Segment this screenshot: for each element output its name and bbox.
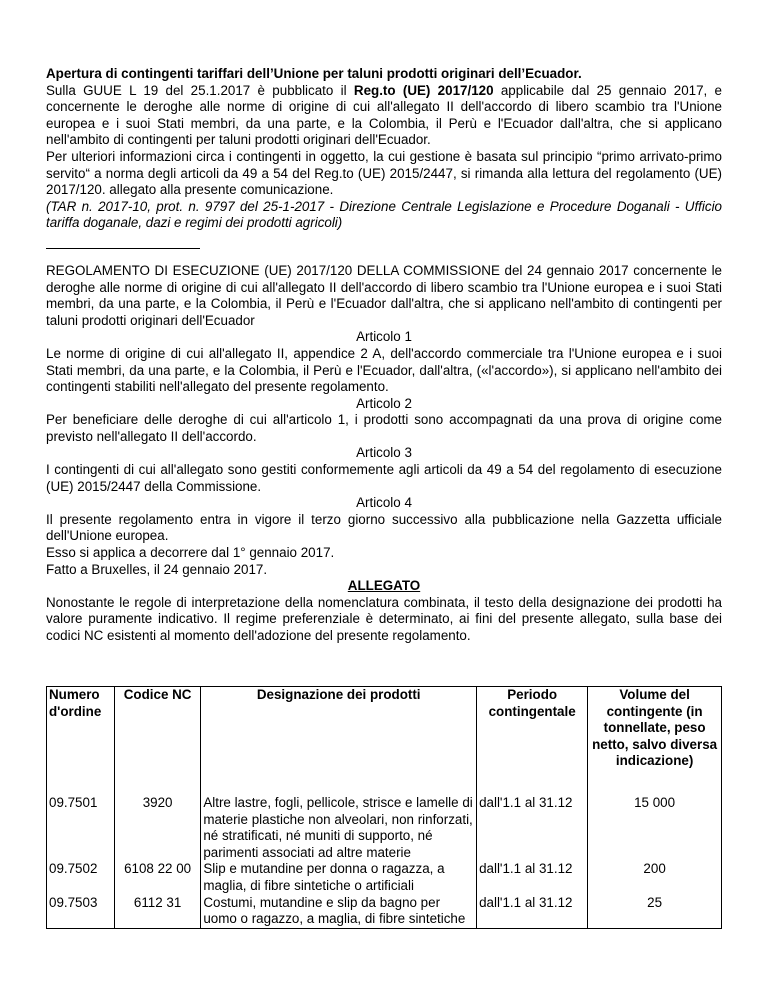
cell-description: Altre lastre, fogli, pellicole, strisce e lamelle di materie plastiche non alveolari, non rinforzati, né stratificati, né muniti di supporto, né parimenti associati ad altre materie	[201, 795, 477, 861]
article-4-title: Articolo 4	[356, 495, 412, 511]
quota-table	[46, 686, 722, 929]
cell-order-number: 09.7501	[47, 795, 115, 861]
article-1-text: Le norme di origine di cui all'allegato II, appendice 2 A, dell'accordo commerciale tra l'Unione europea e i suoi Stati membri, da una parte, e la Colombia, il Perù e l'Ecuador, dall'altra, («l'accordo»), si applicano nell'ambito dei contingenti stabiliti nell'allegato del presente regolamento.	[46, 345, 722, 395]
cell-nc-code: 3920	[114, 795, 200, 861]
cell-volume: 15 000	[588, 795, 722, 861]
annex-text: Nonostante le regole di interpretazione della nomenclatura combinata, il testo della designazione dei prodotti ha valore puramente indicativo. Il regime preferenziale è determinato, ai fini del presente allegato, sulla base dei codici NC esistenti al momento dell'adozione del presente regolamento.	[46, 594, 722, 643]
intro-text-b: applicabile dal 25 gennaio 2017, e concernente le deroghe alle norme di origine di cui all'allegato II dell'accordo di libero scambio tra l'Unione europea e i suoi Stati membri, da una parte, e la Colombia, il Perù e l'Ecuador dall'altra, che si applicano nell'ambito di contingenti per taluni prodotti originari dell'Ecuador.	[46, 82, 723, 148]
document-body	[46, 66, 722, 645]
cell-nc-code: 6112 31	[114, 895, 200, 929]
article-1-title: Articolo 1	[356, 329, 412, 345]
separator-rule	[46, 248, 200, 249]
cell-description: Slip e mutandine per donna o ragazza, a maglia, di fibre sintetiche o artificiali	[201, 861, 477, 894]
header-order-number: Numero d'ordine	[47, 687, 115, 796]
cell-nc-code: 6108 22 00	[114, 861, 200, 894]
cell-volume: 200	[588, 861, 722, 894]
cell-description: Costumi, mutandine e slip da bagno per uomo o ragazzo, a maglia, di fibre sintetiche	[201, 895, 477, 929]
table-row	[47, 795, 722, 861]
header-nc-code: Codice NC	[114, 687, 200, 796]
cell-period: dall'1.1 al 31.12	[477, 795, 588, 861]
regulation-heading: REGOLAMENTO DI ESECUZIONE (UE) 2017/120 DELLA COMMISSIONE del 24 gennaio 2017 concernente le deroghe alle norme di origine di cui all'allegato II dell'accordo di libero scambio tra l'Unione europea e i suoi Stati membri, da una parte, e la Colombia, il Perù e l'Ecuador dall'altra, che si applicano nell'ambito di contingenti per taluni prodotti originari dell'Ecuador	[46, 262, 722, 328]
table-row	[47, 895, 722, 929]
header-description: Designazione dei prodotti	[201, 687, 477, 796]
signature-line: Fatto a Bruxelles, il 24 gennaio 2017.	[46, 561, 268, 577]
table-row	[47, 861, 722, 894]
cell-period: dall'1.1 al 31.12	[477, 895, 588, 929]
article-2-text: Per beneficiare delle deroghe di cui all'articolo 1, i prodotti sono accompagnati da una prova di origine come previsto nell'allegato II dell'accordo.	[46, 412, 722, 444]
header-volume: Volume del contingente (in tonnellate, peso netto, salvo diversa indicazione)	[588, 687, 722, 796]
article-2-title: Articolo 2	[356, 395, 412, 411]
reference-note: (TAR n. 2017-10, prot. n. 9797 del 25-1-2017 - Direzione Centrale Legislazione e Procedure Doganali - Ufficio tariffa doganale, dazi e regimi dei prodotti agricoli)	[46, 198, 722, 231]
regulation-reference: Reg.to (UE) 2017/120	[353, 82, 494, 98]
info-paragraph: Per ulteriori informazioni circa i contingenti in oggetto, la cui gestione è basata sul principio “primo arrivato-primo servito“ a norma degli articoli da 49 a 54 del Reg.to (UE) 2015/2447, si rimanda alla lettura del regolamento (UE) 2017/120. allegato alla presente comunicazione.	[46, 148, 722, 198]
article-4-text: Il presente regolamento entra in vigore il terzo giorno successivo alla pubblicazione nella Gazzetta ufficiale dell'Unione europea.	[46, 511, 722, 544]
table-header-row	[47, 687, 722, 796]
cell-order-number: 09.7502	[47, 861, 115, 894]
intro-title: Apertura di contingenti tariffari dell’Unione per taluni prodotti originari dell’Ecuador.	[46, 66, 582, 81]
article-3-text: I contingenti di cui all'allegato sono gestiti conformemente agli articoli da 49 a 54 del regolamento di esecuzione (UE) 2015/2447 della Commissione.	[46, 462, 722, 494]
intro-text-a: Sulla GUUE L 19 del 25.1.2017 è pubblicato il	[46, 82, 354, 98]
header-period: Periodo contingentale	[477, 687, 588, 796]
intro-paragraph	[46, 83, 722, 149]
annex-title: ALLEGATO	[347, 578, 421, 594]
cell-period: dall'1.1 al 31.12	[477, 861, 588, 894]
application-date: Esso si applica a decorrere dal 1° gennaio 2017.	[46, 545, 335, 561]
cell-order-number: 09.7503	[47, 895, 115, 929]
cell-volume: 25	[588, 895, 722, 929]
article-3-title: Articolo 3	[356, 445, 412, 461]
